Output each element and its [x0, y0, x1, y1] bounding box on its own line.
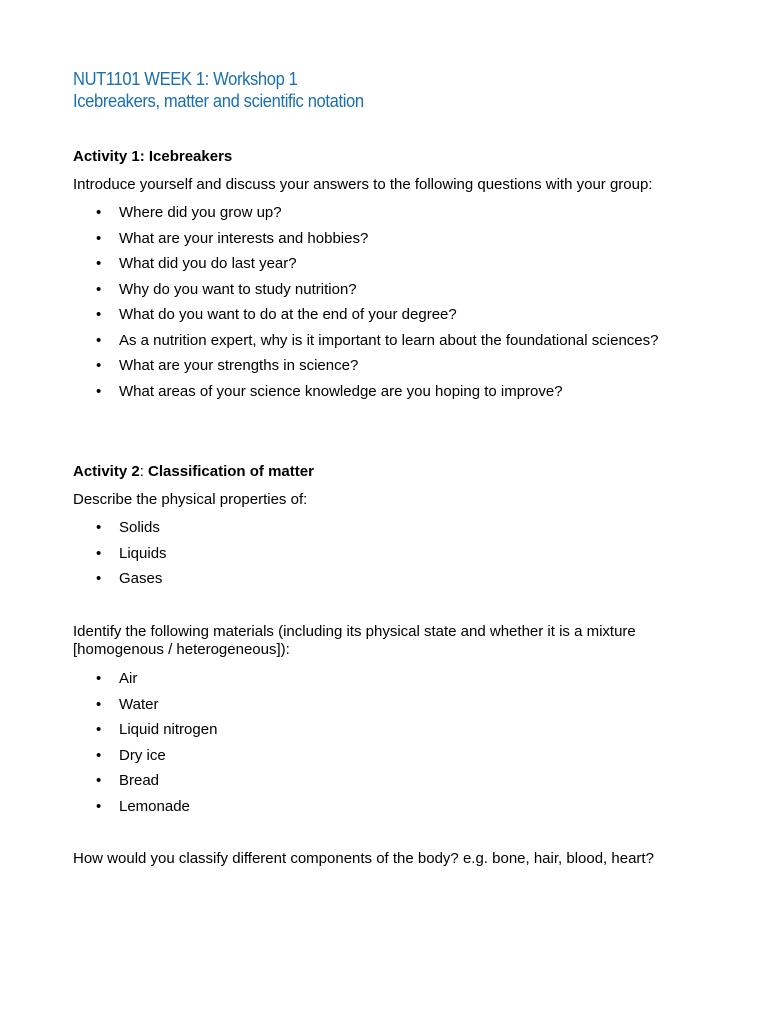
question-text: What did you do last year?: [119, 255, 297, 272]
material-text: Liquid nitrogen: [119, 721, 218, 738]
question-text: As a nutrition expert, why is it important to learn about the foundational sciences?: [119, 331, 659, 349]
question-text: What areas of your science knowledge are you hoping to improve?: [119, 382, 563, 400]
list-item: [73, 383, 658, 409]
activity2-heading: [73, 463, 314, 481]
state-text: Solids: [119, 519, 160, 536]
activity2-describe-intro: Describe the physical properties of:: [73, 491, 308, 508]
material-text: Air: [119, 670, 138, 687]
question-text: What do you want to do at the end of your degree?: [119, 306, 457, 323]
activity1-question-list: [73, 204, 658, 408]
bullet-icon: •: [96, 570, 102, 587]
activity2-heading-rest: Classification of matter: [143, 463, 314, 480]
document-subtitle: Icebreakers, matter and scientific notation: [73, 91, 364, 111]
bullet-icon: •: [96, 695, 102, 713]
list-item: [73, 747, 217, 773]
bullet-icon: •: [96, 519, 102, 536]
list-item: [73, 570, 167, 596]
list-item: [73, 230, 658, 256]
list-item: [73, 670, 217, 696]
material-text: Water: [119, 695, 159, 713]
bullet-icon: •: [96, 331, 102, 349]
list-item: [73, 798, 217, 824]
question-text: Why do you want to study nutrition?: [119, 280, 357, 298]
bullet-icon: •: [96, 721, 102, 738]
bullet-icon: •: [96, 746, 102, 764]
bullet-icon: •: [96, 229, 102, 247]
list-item: [73, 255, 658, 281]
list-item: [73, 332, 658, 358]
question-text: What are your strengths in science?: [119, 357, 359, 374]
question-text: What are your interests and hobbies?: [119, 229, 369, 247]
material-text: Dry ice: [119, 746, 166, 764]
bullet-icon: •: [96, 797, 102, 815]
bullet-icon: •: [96, 255, 102, 272]
question-text: Where did you grow up?: [119, 204, 282, 221]
material-text: Lemonade: [119, 797, 190, 815]
body-components-question: How would you classify different components of the body? e.g. bone, hair, blood, heart?: [73, 850, 654, 867]
activity1-heading: Activity 1: Icebreakers: [73, 148, 233, 165]
bullet-icon: •: [96, 280, 102, 298]
list-item: [73, 357, 658, 383]
list-item: [73, 281, 658, 307]
activity2-heading-colon: :: [139, 463, 144, 480]
bullet-icon: •: [96, 544, 102, 562]
material-text: Bread: [119, 772, 160, 789]
bullet-icon: •: [96, 204, 102, 221]
bullet-icon: •: [96, 357, 102, 374]
list-item: [73, 204, 658, 230]
bullet-icon: •: [96, 382, 102, 400]
bullet-icon: •: [96, 306, 102, 323]
list-item: [73, 545, 167, 571]
list-item: [73, 721, 217, 747]
bullet-icon: •: [96, 670, 102, 687]
materials-list: [73, 670, 217, 823]
bullet-icon: •: [96, 772, 102, 789]
state-text: Liquids: [119, 544, 167, 562]
activity2-identify-intro: Identify the following materials (including its physical state and whether it is a mixture [homogenous / heterogeneous]):: [73, 623, 636, 658]
list-item: [73, 519, 167, 545]
list-item: [73, 696, 217, 722]
activity2-heading-prefix: Activity 2: [73, 463, 140, 480]
list-item: [73, 772, 217, 798]
state-text: Gases: [119, 570, 163, 587]
document-title: NUT1101 WEEK 1: Workshop 1: [73, 69, 298, 89]
states-of-matter-list: [73, 519, 167, 596]
list-item: [73, 306, 658, 332]
activity1-intro: Introduce yourself and discuss your answers to the following questions with your group:: [73, 176, 653, 193]
